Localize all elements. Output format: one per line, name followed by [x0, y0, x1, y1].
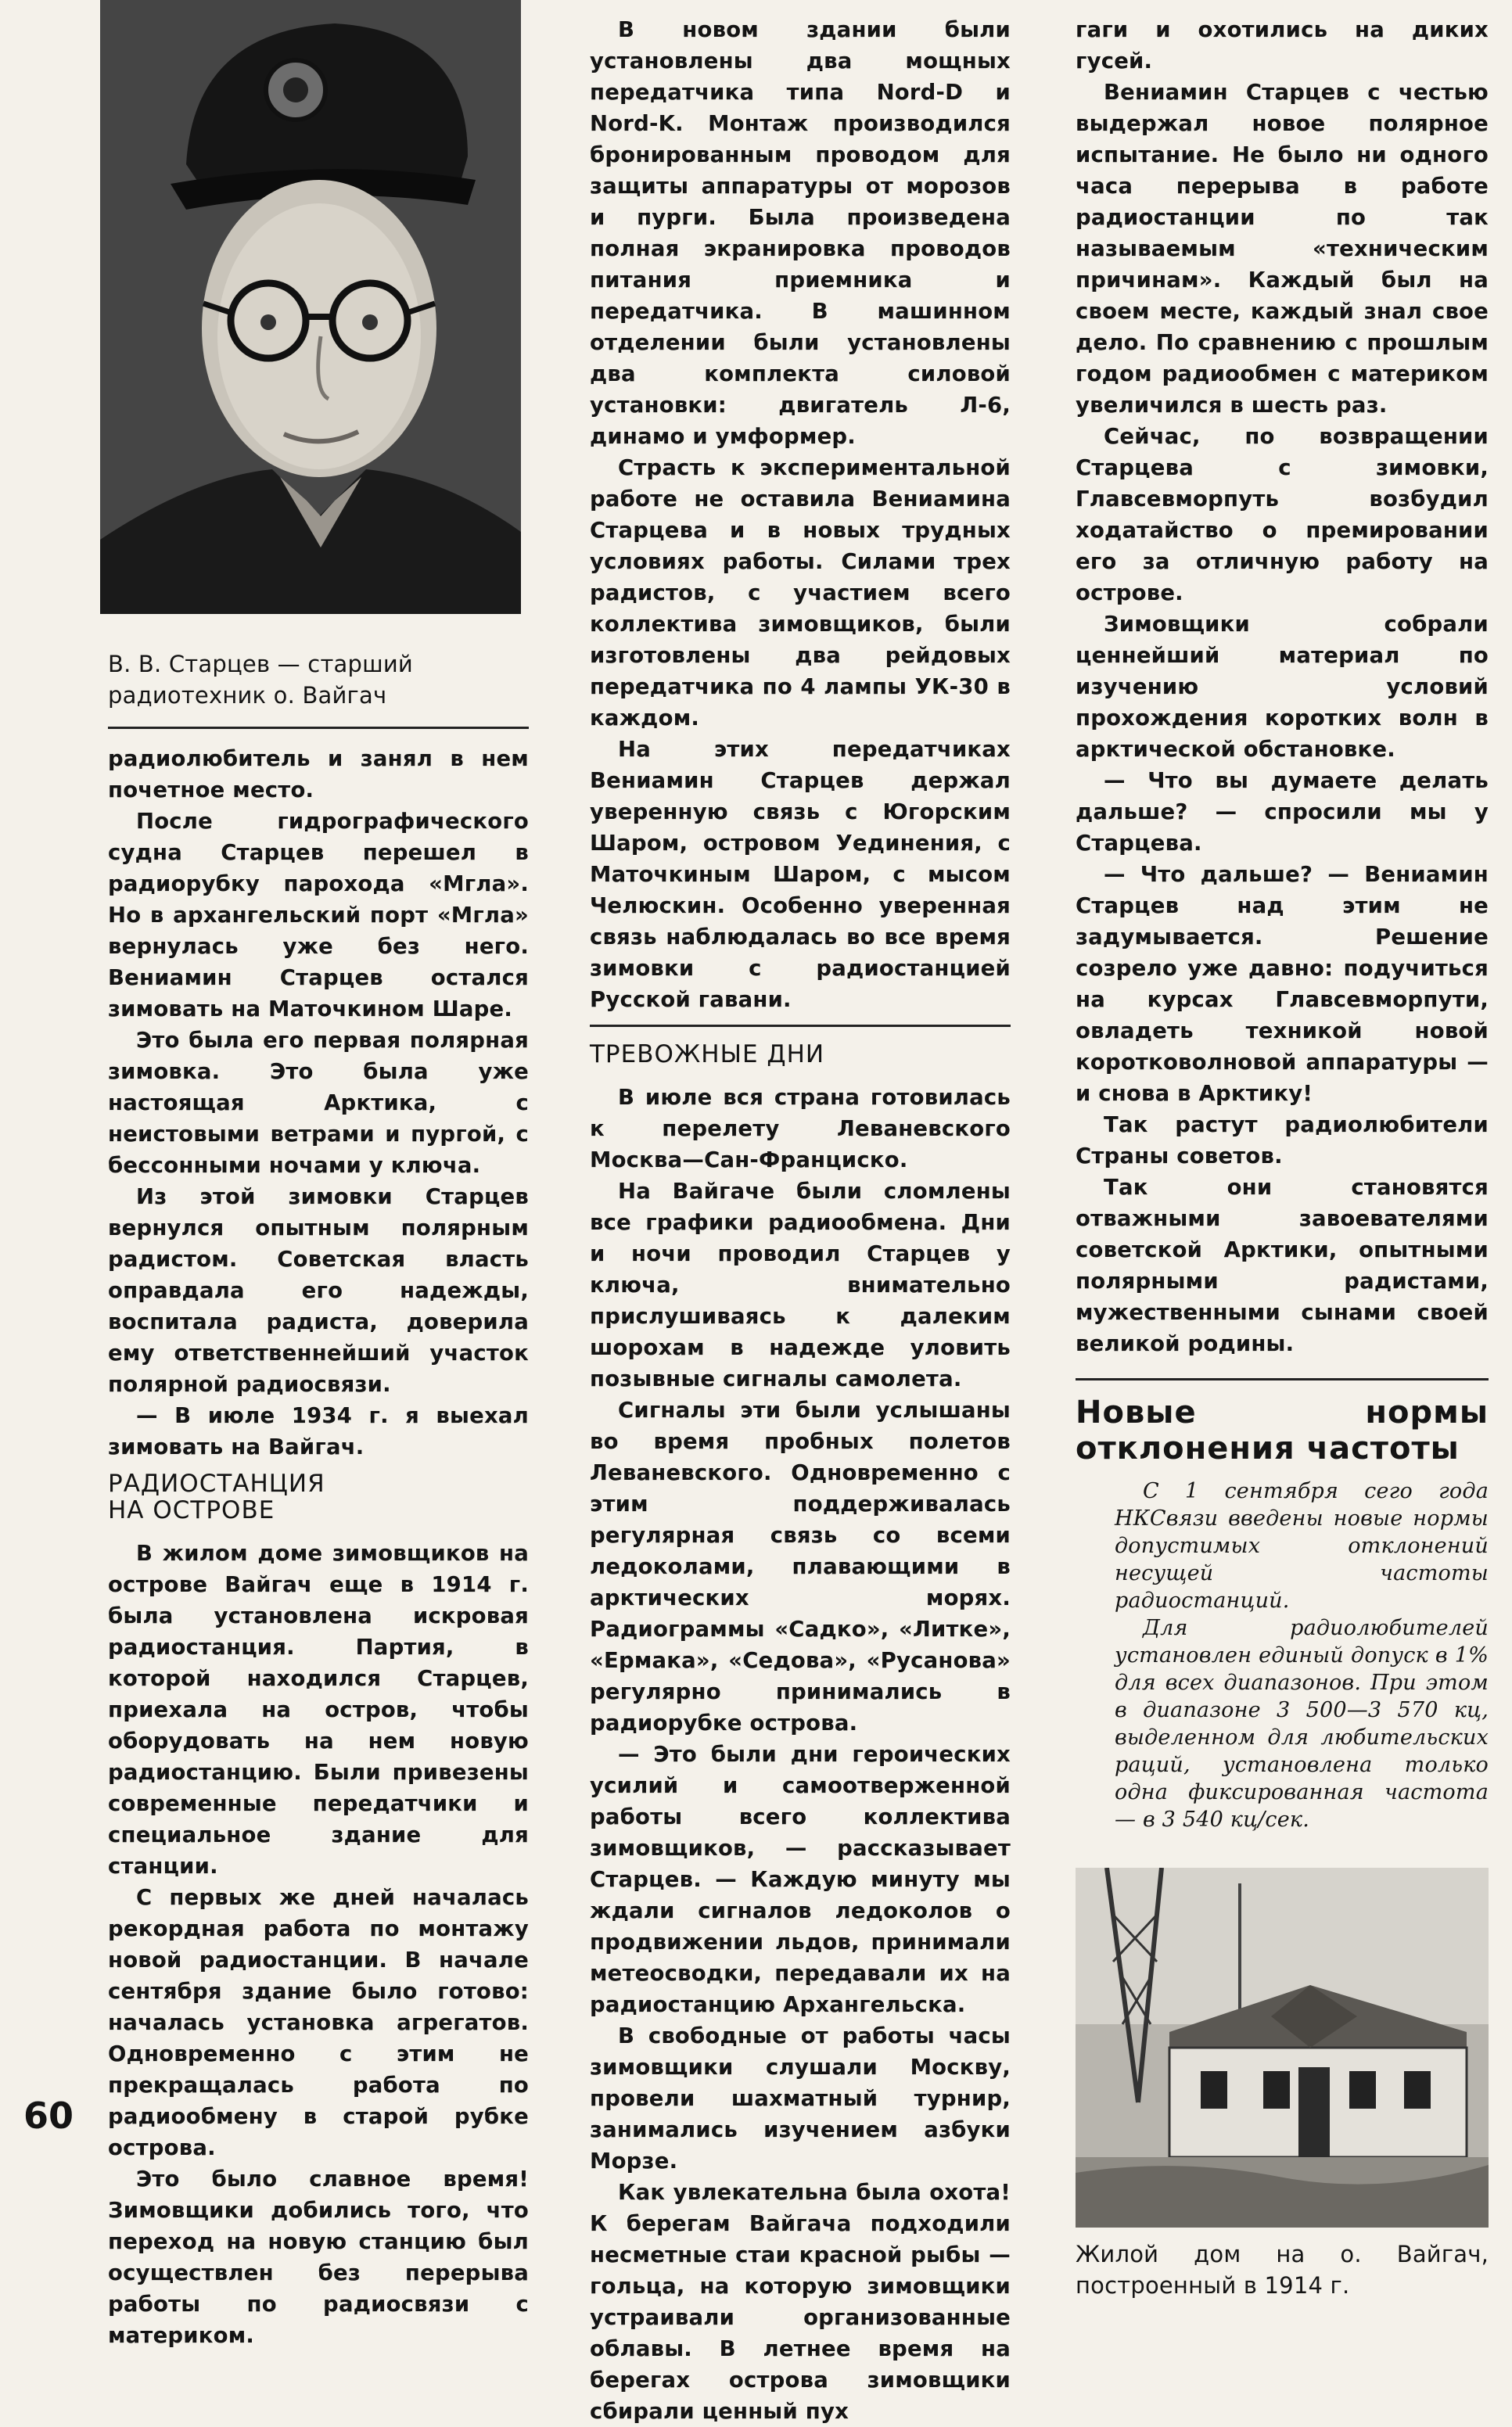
house-photo [1076, 1868, 1489, 2228]
col3-paragraph-7: Так растут радиолюбители Страны советов. [1076, 1112, 1489, 1169]
col1-paragraph-4: Из этой зимовки Старцев вернулся опытным полярным радистом. Советская власть оправдала его надежды, воспитала радиста, доверила ему ответственнейший участок полярной радиосвязи. [108, 1184, 529, 1397]
col3-paragraph-4: Зимовщики собрали ценнейший материал по изучению условий прохождения коротких волн в арктической обстановке. [1076, 612, 1489, 762]
col1-paragraph-5: — В июле 1934 г. я выехал зимовать на Вайгач. [108, 1403, 529, 1459]
col2-paragraph-2: Страсть к экспериментальной работе не оставила Вениамина Старцева и в новых трудных условиях работы. Силами трех радистов, с участием всего коллектива зимовщиков, были изготовлены два рейдовых передатчика по 4 лампы УК-30 в каждом. [590, 455, 1011, 731]
col1-paragraph-1: радиолюбитель и занял в нем почетное место. [108, 746, 529, 802]
subhead-radio-station: РАДИОСТАНЦИЯ НА ОСТРОВЕ [108, 1470, 325, 1524]
col2-paragraph-7: — Это были дни героических усилий и самоотверженной работы всего коллектива зимовщиков, — рассказывает Старцев. — Каждую минуту мы ждали сигналов ледоколов о продвижении льдов, принимали метеосводки, передавали их на радиостанцию Архангельска. [590, 1742, 1011, 2017]
col2-paragraph-9: Как увлекательна была охота! К берегам Вайгача подходили несметные стаи красной рыбы — гольца, на которую зимовщики устраивали организованные облавы. В летнее время на берегах острова зимовщики сбирали ценный пух [590, 2180, 1011, 2424]
col2-paragraph-3: На этих передатчиках Вениамин Старцев держал уверенную связь с Югорским Шаром, островом Уединения, с Маточкиным Шаром, с мысом Челюскин. Особенно уверенная связь наблюдалась во все время зимовки с радиостанцией Русской гавани. [590, 737, 1011, 1012]
box-paragraph-1: С 1 сентября сего года НКСвязи введены новые нормы допустимых отклонений несущей частоты радиостанций. [1115, 1479, 1489, 1613]
col3-paragraph-8: Так они становятся отважными завоевателями советской Арктики, опытными полярными радистами, мужественными сынами своей великой родины. [1076, 1175, 1489, 1356]
portrait-photo [100, 0, 521, 614]
box-paragraph-2: Для радиолюбителей установлен единый допуск в 1% для всех диапазонов. При этом в диапазоне 3 500—3 570 кц, выделенном для любительских раций, установлена только одна фиксированная частота — в 3 540 кц/сек. [1115, 1616, 1489, 1832]
col2-paragraph-4: В июле вся страна готовилась к перелету Леваневского Москва—Сан-Франциско. [590, 1085, 1011, 1172]
col1-paragraph-6: В жилом доме зимовщиков на острове Вайгач еще в 1914 г. была установлена искровая радиостанция. Партия, в которой находился Старцев, приехала на остров, чтобы оборудовать на нем новую радиостанцию. Были привезены современные передатчики и специальное здание для станции. [108, 1541, 529, 1879]
house-illustration [1076, 1868, 1489, 2228]
box-rule [1076, 1378, 1489, 1380]
subhead-anxious-days: ТРЕВОЖНЫЕ ДНИ [590, 1040, 825, 1068]
col3-paragraph-1: гаги и охотились на диких гусей. [1076, 17, 1489, 74]
portrait-illustration [100, 0, 521, 614]
caption-rule [108, 727, 529, 729]
col1-paragraph-2: После гидрографического судна Старцев перешел в радиорубку парохода «Мгла». Но в архангельский порт «Мгла» вернулась уже без него. Вениамин Старцев остался зимовать на Маточкином Шаре. [108, 809, 529, 1021]
col1-paragraph-7: С первых же дней началась рекордная работа по монтажу новой радиостанции. В начале сентября здание было готово: началась установка агрегатов. Одновременно с этим не прекращалась работа по радиообмену в старой рубке острова. [108, 1885, 529, 2160]
box-title: Новые нормы отклонения частоты [1076, 1395, 1489, 1467]
page-number: 60 [23, 2095, 74, 2137]
house-caption: Жилой дом на о. Вайгач, построенный в 1914 г. [1076, 2241, 1489, 2299]
frequency-norms-box [1076, 1477, 1489, 1833]
col2-paragraph-1: В новом здании были установлены два мощных передатчика типа Nord-D и Nord-K. Монтаж производился бронированным проводом для защиты аппаратуры от морозов и пурги. Была произведена полная экранировка проводов питания приемника и передатчика. В машинном отделении были установлены два комплекта силовой установки: двигатель Л-6, динамо и умформер. [590, 17, 1011, 449]
col2-paragraph-5: На Вайгаче были сломлены все графики радиообмена. Дни и ночи проводил Старцев у ключа, внимательно прислушиваясь к далеким шорохам в надежде уловить позывные сигналы самолета. [590, 1179, 1011, 1391]
col2-paragraph-6: Сигналы эти были услышаны во время пробных полетов Леваневского. Одновременно с этим поддерживалась регулярная связь со всеми ледоколами, плавающими в арктических морях. Радиограммы «Садко», «Литке», «Ермака», «Седова», «Русанова» регулярно принимались в радиорубке острова. [590, 1398, 1011, 1736]
col3-paragraph-5: — Что вы думаете делать дальше? — спросили мы у Старцева. [1076, 768, 1489, 856]
col1-paragraph-8: Это было славное время! Зимовщики добились того, что переход на новую станцию был осуществлен без перерыва работы по радиосвязи с материком. [108, 2167, 529, 2348]
portrait-caption: В. В. Старцев — старший радиотехник о. Вайгач [108, 651, 413, 709]
section-rule [590, 1025, 1011, 1027]
col1-paragraph-3: Это была его первая полярная зимовка. Это была уже настоящая Арктика, с неистовыми ветрами и пургой, с бессонными ночами у ключа. [108, 1028, 529, 1178]
col3-paragraph-2: Вениамин Старцев с честью выдержал новое полярное испытание. Не было ни одного часа перерыва в работе радиостанции по так называемым «техническим причинам». Каждый был на своем месте, каждый знал свое дело. По сравнению с прошлым годом радиообмен с материком увеличился в шесть раз. [1076, 80, 1489, 418]
column-1 [108, 0, 529, 2351]
column-2 [590, 14, 1011, 2427]
col2-paragraph-8: В свободные от работы часы зимовщики слушали Москву, провели шахматный турнир, занимались изучением азбуки Морзе. [590, 2023, 1011, 2174]
column-3 [1076, 14, 1489, 2301]
col3-paragraph-6: — Что дальше? — Вениамин Старцев над этим не задумывается. Решение созрело уже давно: подучиться на курсах Главсевморпути, овладеть техникой новой коротковолновой аппаратуры — и снова в Арктику! [1076, 862, 1489, 1106]
col3-paragraph-3: Сейчас, по возвращении Старцева с зимовки, Главсевморпуть возбудил ходатайство о премировании его за отличную работу на острове. [1076, 424, 1489, 605]
